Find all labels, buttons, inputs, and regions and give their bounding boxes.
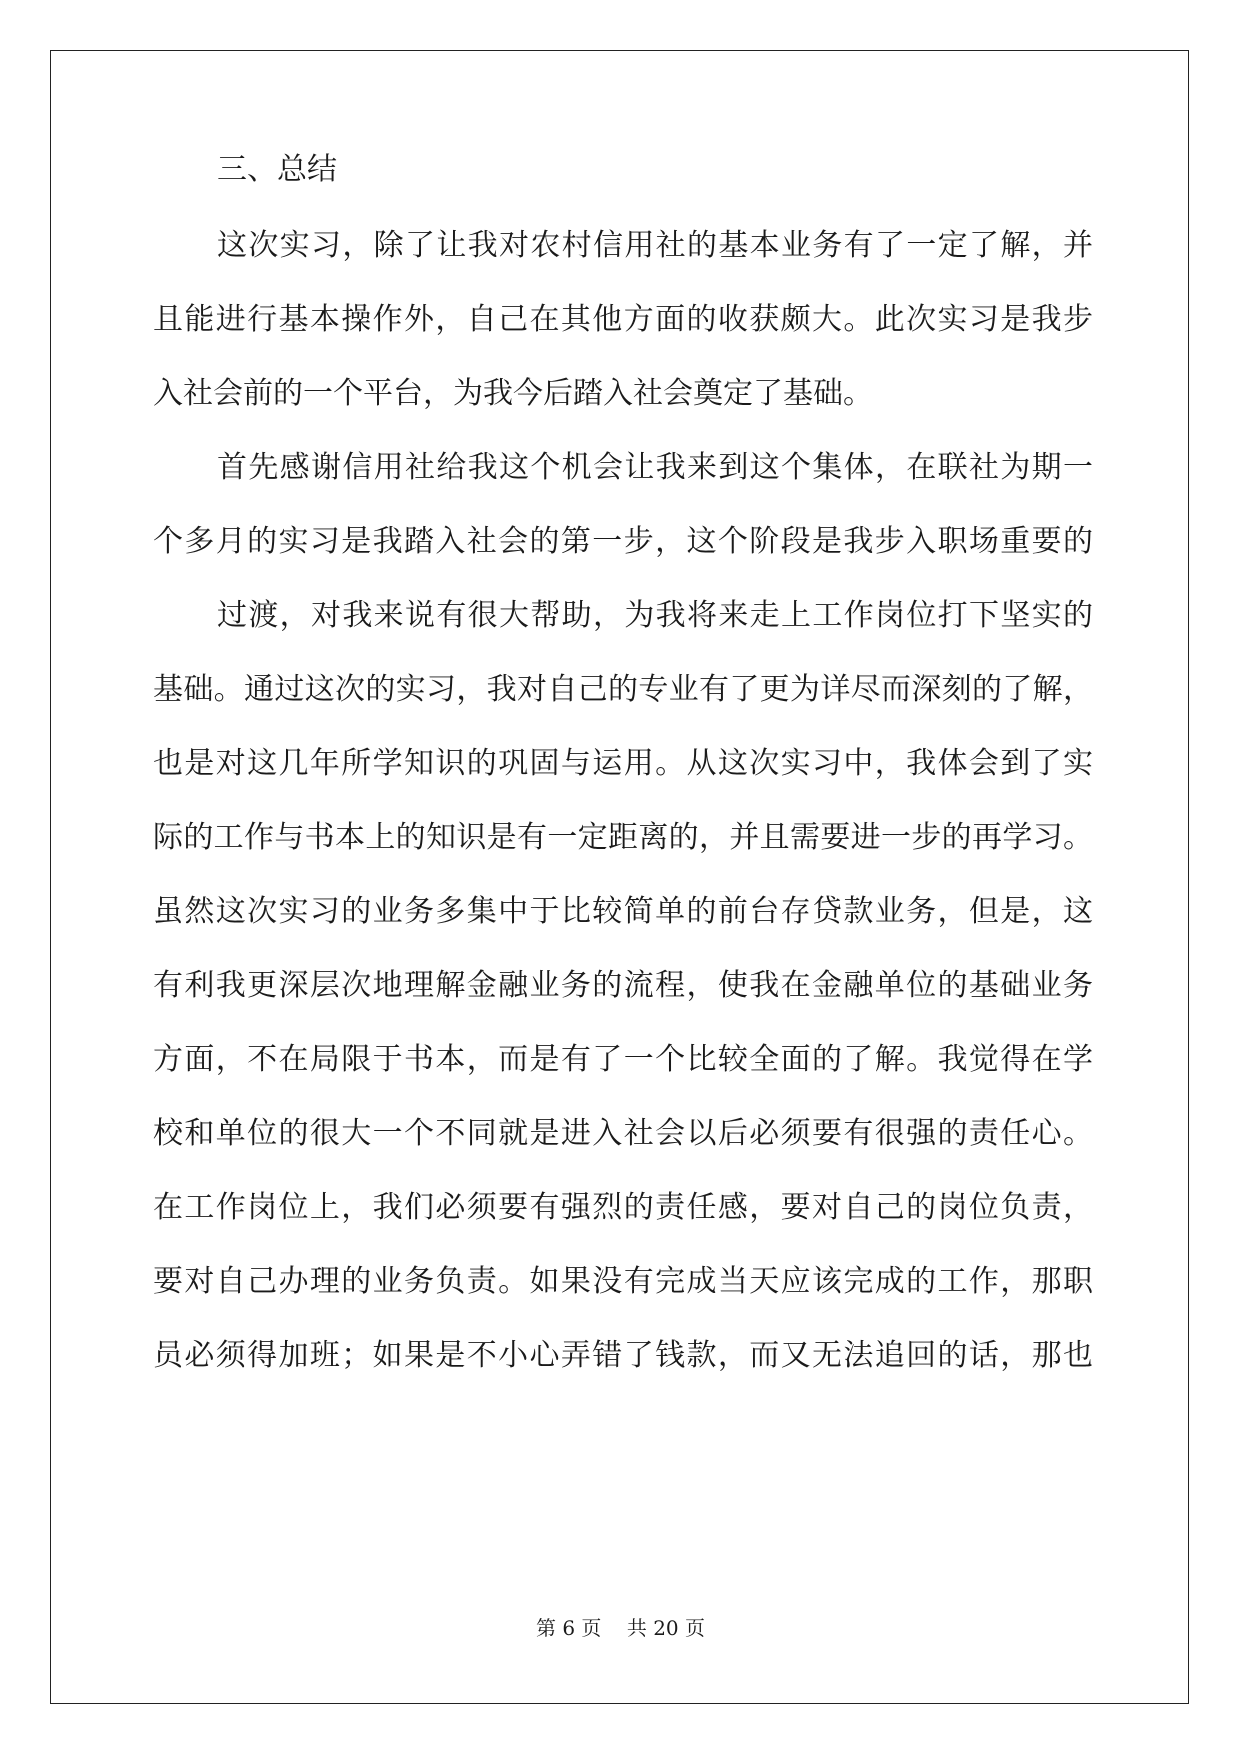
paragraph-line: 际的工作与书本上的知识是有一定距离的，并且需要进一步的再学习。 (153, 820, 1093, 855)
paragraph-line: 也是对这几年所学知识的巩固与运用。从这次实习中，我体会到了实 (153, 746, 1093, 781)
page-number-footer: 第 6 页 共 20 页 (535, 1616, 706, 1640)
paragraph-line: 且能进行基本操作外，自己在其他方面的收获颇大。此次实习是我步 (153, 302, 1093, 337)
paragraph-line: 个多月的实习是我踏入社会的第一步，这个阶段是我步入职场重要的 (153, 524, 1093, 559)
paragraph-line: 校和单位的很大一个不同就是进入社会以后必须要有很强的责任心。 (153, 1116, 1093, 1151)
paragraph-line: 基础。通过这次的实习，我对自己的专业有了更为详尽而深刻的了解， (153, 672, 1093, 707)
section-heading: 三、总结 (217, 152, 337, 187)
paragraph-line: 有利我更深层次地理解金融业务的流程，使我在金融单位的基础业务 (153, 968, 1093, 1003)
page-border (50, 50, 1189, 1704)
paragraph-line: 虽然这次实习的业务多集中于比较简单的前台存贷款业务，但是，这 (153, 894, 1093, 929)
paragraph-line: 入社会前的一个平台，为我今后踏入社会奠定了基础。 (153, 376, 873, 411)
paragraph-line: 在工作岗位上，我们必须要有强烈的责任感，要对自己的岗位负责， (153, 1190, 1093, 1225)
paragraph-line: 这次实习，除了让我对农村信用社的基本业务有了一定了解，并 (217, 228, 1093, 263)
paragraph-line: 要对自己办理的业务负责。如果没有完成当天应该完成的工作，那职 (153, 1264, 1093, 1299)
paragraph-line: 首先感谢信用社给我这个机会让我来到这个集体，在联社为期一 (217, 450, 1093, 485)
paragraph-line: 方面，不在局限于书本，而是有了一个比较全面的了解。我觉得在学 (153, 1042, 1093, 1077)
paragraph-line: 过渡，对我来说有很大帮助，为我将来走上工作岗位打下坚实的 (217, 598, 1093, 633)
paragraph-line: 员必须得加班；如果是不小心弄错了钱款，而又无法追回的话，那也 (153, 1338, 1093, 1373)
